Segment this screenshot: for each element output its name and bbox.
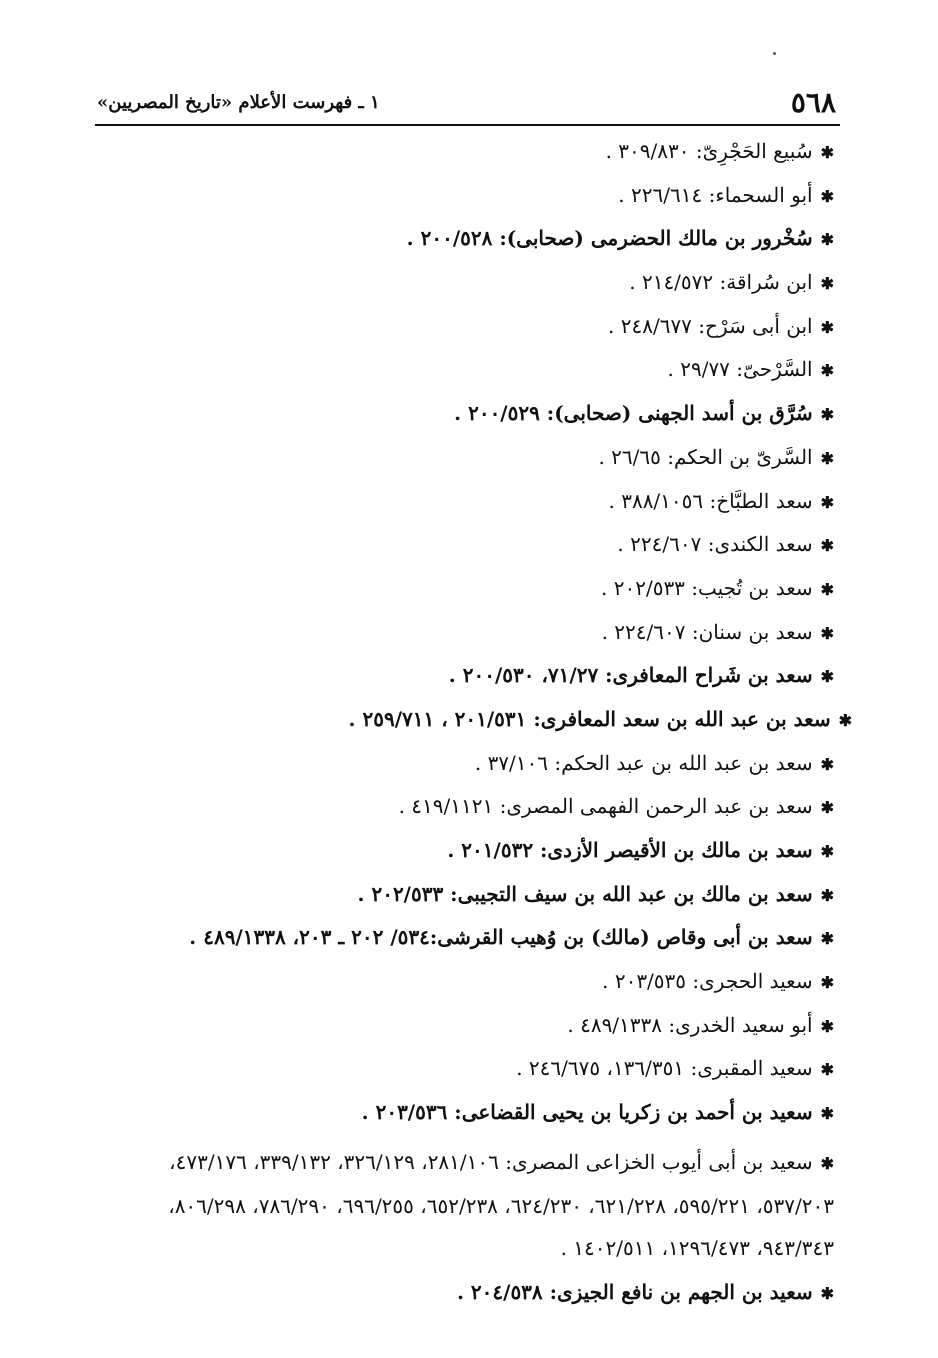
entry-text: سعد بن شَراح المعافرى: ٧١/٢٧، ٢٠٠/٥٣٠ . xyxy=(448,663,813,688)
margin-mark xyxy=(773,52,776,55)
entry-text: سعد بن مالك بن عبد الله بن سيف التجيبى: ٢٠٢/٥٣٣ . xyxy=(357,881,813,906)
index-entry xyxy=(94,966,834,998)
bullet-icon: ✱ xyxy=(820,929,834,949)
entry-text: أبو سعيد الخدرى: ٤٨٩/١٣٣٨ . xyxy=(567,1012,813,1037)
entry-text: أبو السحماء: ٢٢٦/٦١٤ . xyxy=(618,182,813,207)
index-entry xyxy=(94,267,834,299)
entry-text: سعد بن أبى وقاص (مالك) بن وُهيب القرشى:٥٣٤/ ٢٠٢ ـ ٢٠٣، ٤٨٩/١٣٣٨ . xyxy=(189,925,813,950)
bullet-icon: ✱ xyxy=(820,361,834,381)
index-entry xyxy=(94,311,834,343)
entry-text: سُرَّق بن أسد الجهنى (صحابى): ٢٠٠/٥٢٩ . xyxy=(454,401,813,426)
bullet-icon: ✱ xyxy=(820,317,834,337)
bullet-icon: ✱ xyxy=(820,667,834,687)
bullet-icon: ✱ xyxy=(820,536,834,556)
entry-text: سعد بن تُجيب: ٢٠٢/٥٣٣ . xyxy=(601,575,813,600)
bullet-icon: ✱ xyxy=(820,448,834,468)
entry-text: سعد الطبَّاخ: ٣٨٨/١٠٥٦ . xyxy=(608,488,813,513)
index-entry xyxy=(94,529,834,561)
index-entry xyxy=(94,1010,834,1042)
bullet-icon: ✱ xyxy=(820,579,834,599)
bullet-icon: ✱ xyxy=(820,186,834,206)
bullet-icon: ✱ xyxy=(820,842,834,861)
bullet-icon: ✱ xyxy=(820,492,834,512)
entry-text: ابن أبى سَرْح: ٢٤٨/٦٧٧ . xyxy=(608,313,813,338)
entry-text: سعد بن عبد الرحمن الفهمى المصرى: ٤١٩/١١٢١ . xyxy=(398,794,813,819)
bullet-icon: ✱ xyxy=(820,230,834,250)
entry-text: سعيد المقبرى: ١٣٦/٣٥١، ٢٤٦/٦٧٥ . xyxy=(516,1056,813,1081)
entry-text: سعد بن عبد الله بن عبد الحكم: ٣٧/١٠٦ . xyxy=(474,750,813,775)
entry-text: سعيد بن الجهم بن نافع الجيزى: ٢٠٤/٥٣٨ . xyxy=(456,1279,813,1304)
bullet-icon: ✱ xyxy=(820,274,834,294)
entry-text: سُبيع الحَجْرِىّ: ٣٠٩/٨٣٠ . xyxy=(605,139,813,163)
index-entry xyxy=(94,1097,834,1129)
entry-text: سعد الكندى: ٢٢٤/٦٠٧ . xyxy=(617,532,813,557)
index-entry xyxy=(94,835,834,867)
page-number: ٥٦٨ xyxy=(790,86,836,119)
index-entry xyxy=(94,136,834,168)
bullet-icon: ✱ xyxy=(820,405,834,425)
index-entry xyxy=(94,223,834,255)
index-entry xyxy=(94,354,834,386)
page-header xyxy=(95,82,840,122)
index-entry xyxy=(94,398,834,430)
entry-text: سعد بن عبد الله بن سعد المعافرى: ٢٠١/٥٣١ ، ٢٥٩/٧١١ . xyxy=(348,706,831,731)
index-entry xyxy=(94,1277,834,1309)
index-entry xyxy=(94,922,834,954)
entry-text: ابن سُراقة: ٢١٤/٥٧٢ . xyxy=(629,270,813,295)
index-entry xyxy=(94,1141,834,1269)
index-entry xyxy=(94,1053,834,1085)
entry-text: سعد بن مالك بن الأقيصر الأزدى: ٢٠١/٥٣٢ . xyxy=(447,838,813,862)
index-entry xyxy=(94,704,852,736)
entry-text: سعيد بن أبى أيوب الخزاعى المصرى: ٢٨١/١٠٦، ٣٢٦/١٢٩، ٣٣٩/١٣٢، ٤٧٣/١٧٦، ٥٣٧/٢٠٣، ٥٩٥/٢٢١، ٦٢١/٢٢٨، ٦٢٤/٢٣٠، ٦٥٢/٢٣٨، ٦٩٦/٢٥٥، ٧٨٦/٢٩٠، ٨٠٦/٢٩٨، ٩٤٣/٣٤٣، ١٢٩٦/٤٧٣، ١٤٠٢/٥١١ . xyxy=(168,1149,834,1260)
index-entry xyxy=(94,748,834,780)
bullet-icon: ✱ xyxy=(820,143,834,162)
entry-text: سعد بن سنان: ٢٢٤/٦٠٧ . xyxy=(601,619,813,644)
index-entry xyxy=(94,660,834,692)
running-title: ١ ـ فهرست الأعلام «تاريخ المصريين» xyxy=(97,92,380,113)
index-entry xyxy=(94,791,834,823)
entry-text: سعيد الحجرى: ٢٠٣/٥٣٥ . xyxy=(602,969,813,994)
bullet-icon: ✱ xyxy=(820,1060,834,1080)
bullet-icon: ✱ xyxy=(820,1016,834,1036)
index-entry xyxy=(94,617,834,649)
index-entry xyxy=(94,442,834,474)
index-entry xyxy=(94,486,834,518)
bullet-icon: ✱ xyxy=(820,973,834,993)
entry-text: السَّرْحىّ: ٢٩/٧٧ . xyxy=(667,357,813,382)
index-entry xyxy=(94,573,834,605)
index-entry xyxy=(94,879,834,911)
bullet-icon: ✱ xyxy=(820,1153,834,1173)
entry-text: السَّرىّ بن الحكم: ٢٦/٦٥ . xyxy=(598,444,813,469)
bullet-icon: ✱ xyxy=(820,798,834,818)
header-rule xyxy=(95,124,840,126)
bullet-icon: ✱ xyxy=(820,754,834,774)
entry-text: سُخْرور بن مالك الحضرمى (صحابى): ٢٠٠/٥٢٨ . xyxy=(406,226,813,251)
entry-text: سعيد بن أحمد بن زكريا بن يحيى القضاعى: ٢٠٣/٥٣٦ . xyxy=(361,1100,813,1125)
index-entries xyxy=(94,136,852,1321)
index-entry xyxy=(94,180,834,212)
bullet-icon: ✱ xyxy=(820,885,834,905)
bullet-icon: ✱ xyxy=(820,1283,834,1303)
bullet-icon: ✱ xyxy=(820,623,834,643)
bullet-icon: ✱ xyxy=(838,710,852,730)
bullet-icon: ✱ xyxy=(820,1104,834,1124)
